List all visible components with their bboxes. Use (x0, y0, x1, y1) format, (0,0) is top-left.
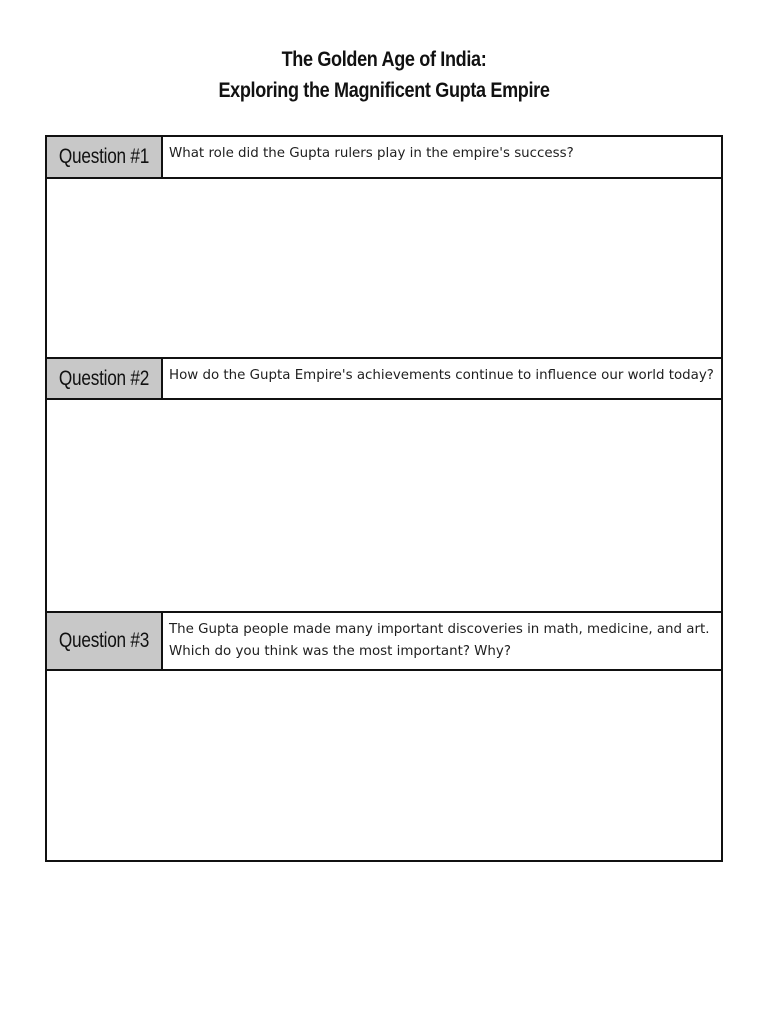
question-2-text: How do the Gupta Empire's achievements continue to influence our world today? (169, 368, 714, 383)
question-3-answer-area[interactable] (47, 671, 721, 860)
question-3-label: Question #3 (58, 629, 150, 652)
question-2-answer-area[interactable] (47, 400, 721, 611)
question-3-header (47, 611, 721, 671)
question-3-label-cell (47, 613, 163, 669)
worksheet-title (0, 44, 768, 106)
question-1-answer-area[interactable] (47, 179, 721, 357)
question-1-label-cell (47, 137, 163, 177)
question-1-text: What role did the Gupta rulers play in the empire's success? (169, 146, 574, 161)
question-1-label: Question #1 (58, 145, 150, 168)
title-line-2: Exploring the Magnificent Gupta Empire (218, 79, 550, 102)
question-table (45, 135, 723, 862)
title-line-1: The Golden Age of India: (281, 48, 487, 71)
question-1-header (47, 137, 721, 179)
question-2-label-cell (47, 359, 163, 398)
question-3-text: The Gupta people made many important discoveries in math, medicine, and art. Which do you think was the most important? Why? (169, 622, 710, 659)
question-2-header (47, 357, 721, 400)
question-2-label: Question #2 (58, 366, 150, 390)
